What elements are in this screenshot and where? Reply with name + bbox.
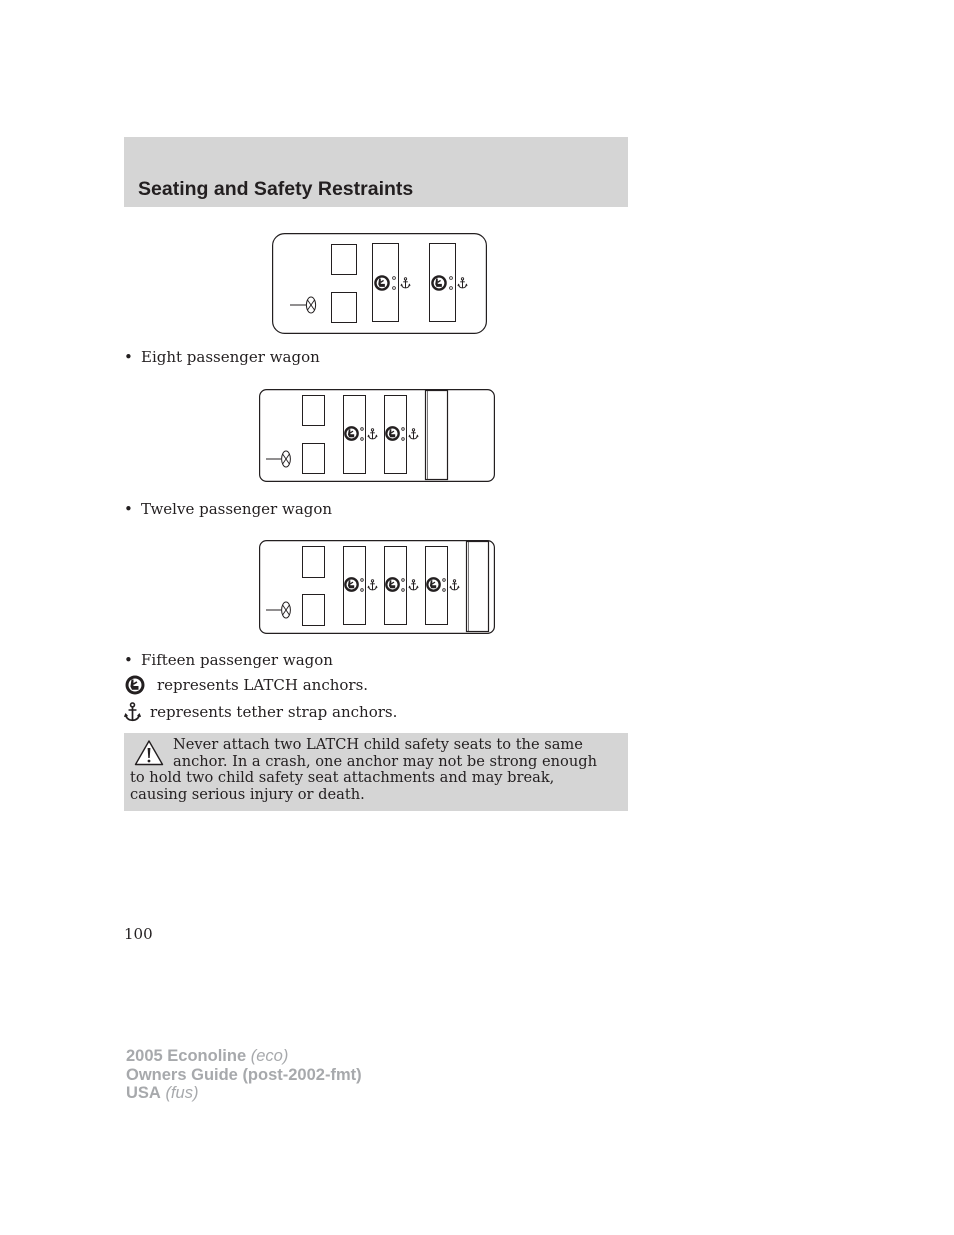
caption-eight-passenger	[124, 348, 320, 366]
footer-region: USA	[126, 1084, 161, 1102]
caption-text: Eight passenger wagon	[141, 348, 320, 366]
legend-tether	[124, 702, 397, 722]
caption-fifteen-passenger	[124, 651, 333, 669]
latch-anchor-icon	[124, 674, 146, 696]
warning-text-block	[130, 737, 616, 803]
bullet-mark: •	[124, 651, 133, 669]
footer-region-code: (fus)	[165, 1084, 199, 1102]
bullet-mark: •	[124, 348, 133, 366]
seating-diagram-eight-passenger	[272, 233, 487, 334]
caption-text: Fifteen passenger wagon	[141, 651, 333, 669]
document-footer	[126, 1047, 362, 1103]
page-number: 100	[124, 925, 153, 943]
seating-diagram-fifteen-passenger	[259, 540, 495, 634]
warning-box	[124, 733, 628, 811]
caption-twelve-passenger	[124, 500, 332, 518]
legend-latch-text: represents LATCH anchors.	[157, 676, 369, 694]
bullet-mark: •	[124, 500, 133, 518]
legend-latch	[124, 674, 368, 696]
warning-text: Never attach two LATCH child safety seats to the same anchor. In a crash, one anchor may not be strong enough to hold two child safety seat attachments and may break, causing serious injury or death.	[130, 736, 597, 803]
legend-tether-text: represents tether strap anchors.	[150, 703, 398, 721]
page-title: Seating and Safety Restraints	[138, 178, 414, 200]
section-header-band	[124, 137, 628, 207]
footer-guide: Owners Guide (post-2002-fmt)	[126, 1065, 362, 1084]
tether-anchor-icon	[124, 702, 141, 722]
footer-model-code: (eco)	[250, 1047, 289, 1065]
caption-text: Twelve passenger wagon	[141, 500, 333, 518]
footer-model: 2005 Econoline	[126, 1047, 247, 1065]
seating-diagram-twelve-passenger	[259, 389, 495, 482]
